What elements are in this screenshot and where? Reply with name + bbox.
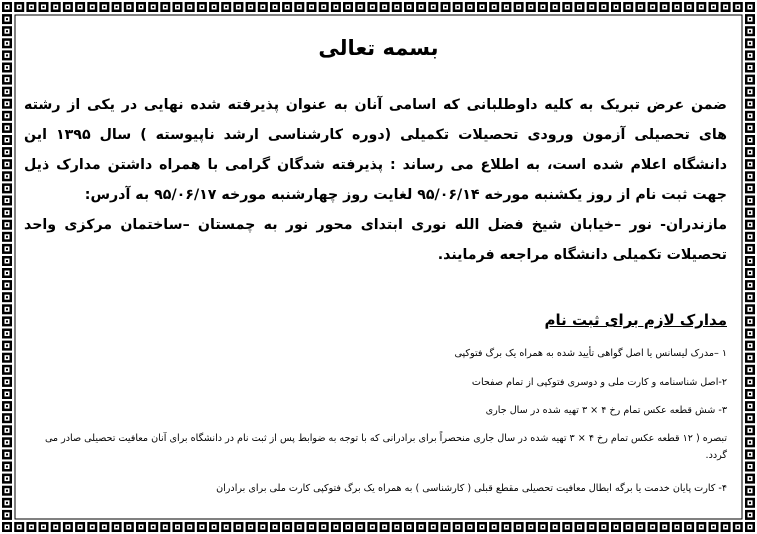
document-note: تبصره ( ۱۲ قطعه عکس تمام رخ ۴ × ۳ تهیه شده در سال جاری منحصراً برای برادرانی که با توجه به ضوابط پس از ثبت نام در دانشگاه برای آنان معافیت تحصیلی صادر می گردد. — [44, 433, 727, 461]
documents-heading: مدارک لازم برای ثبت نام — [544, 311, 727, 329]
document-item: ۴- کارت پایان خدمت یا برگه ابطال معافیت تحصیلی مقطع قبلی ( کارشناسی ) به همراه یک برگ فتوکپی کارت ملی برای برادران — [216, 483, 727, 494]
intro-paragraph: ضمن عرض تبریک به کلیه داوطلبانی که اسامی آنان به عنوان پذیرفته شده نهایی در یکی از رشته های تحصیلی آزمون ورودی تحصیلات تکمیلی (دوره کارشناسی ارشد ناپیوسته ) سال ۱۳۹۵ این دانشگاه اعلام شده است، به اطلاع می رساند : پذیرفته شدگان گرامی با همراه داشتن مدارک ذیل جهت ثبت نام از روز یکشنبه مورخه ۹۵/۰۶/۱۴ لغایت روز چهارشنبه مورخه ۹۵/۰۶/۱۷ به آدرس: — [24, 97, 727, 203]
announcement — [24, 26, 733, 510]
intro-text — [24, 90, 727, 270]
address-paragraph: مازندران- نور –خیابان شیخ فضل الله نوری ابتدای محور نور به چمستان –ساختمان مرکزی واحد تحصیلات تکمیلی دانشگاه مراجعه فرمایند. — [24, 217, 727, 263]
document-item: ۲-اصل شناسنامه و کارت ملی و دوسری فتوکپی از تمام صفحات — [471, 377, 727, 388]
page-title: بسمه تعالی — [318, 36, 439, 60]
document-item: ۱ –مدرک لیسانس یا اصل گواهی تأیید شده به همراه یک برگ فتوکپی — [454, 348, 727, 359]
document-item: ۳- شش قطعه عکس تمام رخ ۴ × ۳ تهیه شده در سال جاری — [485, 405, 727, 416]
